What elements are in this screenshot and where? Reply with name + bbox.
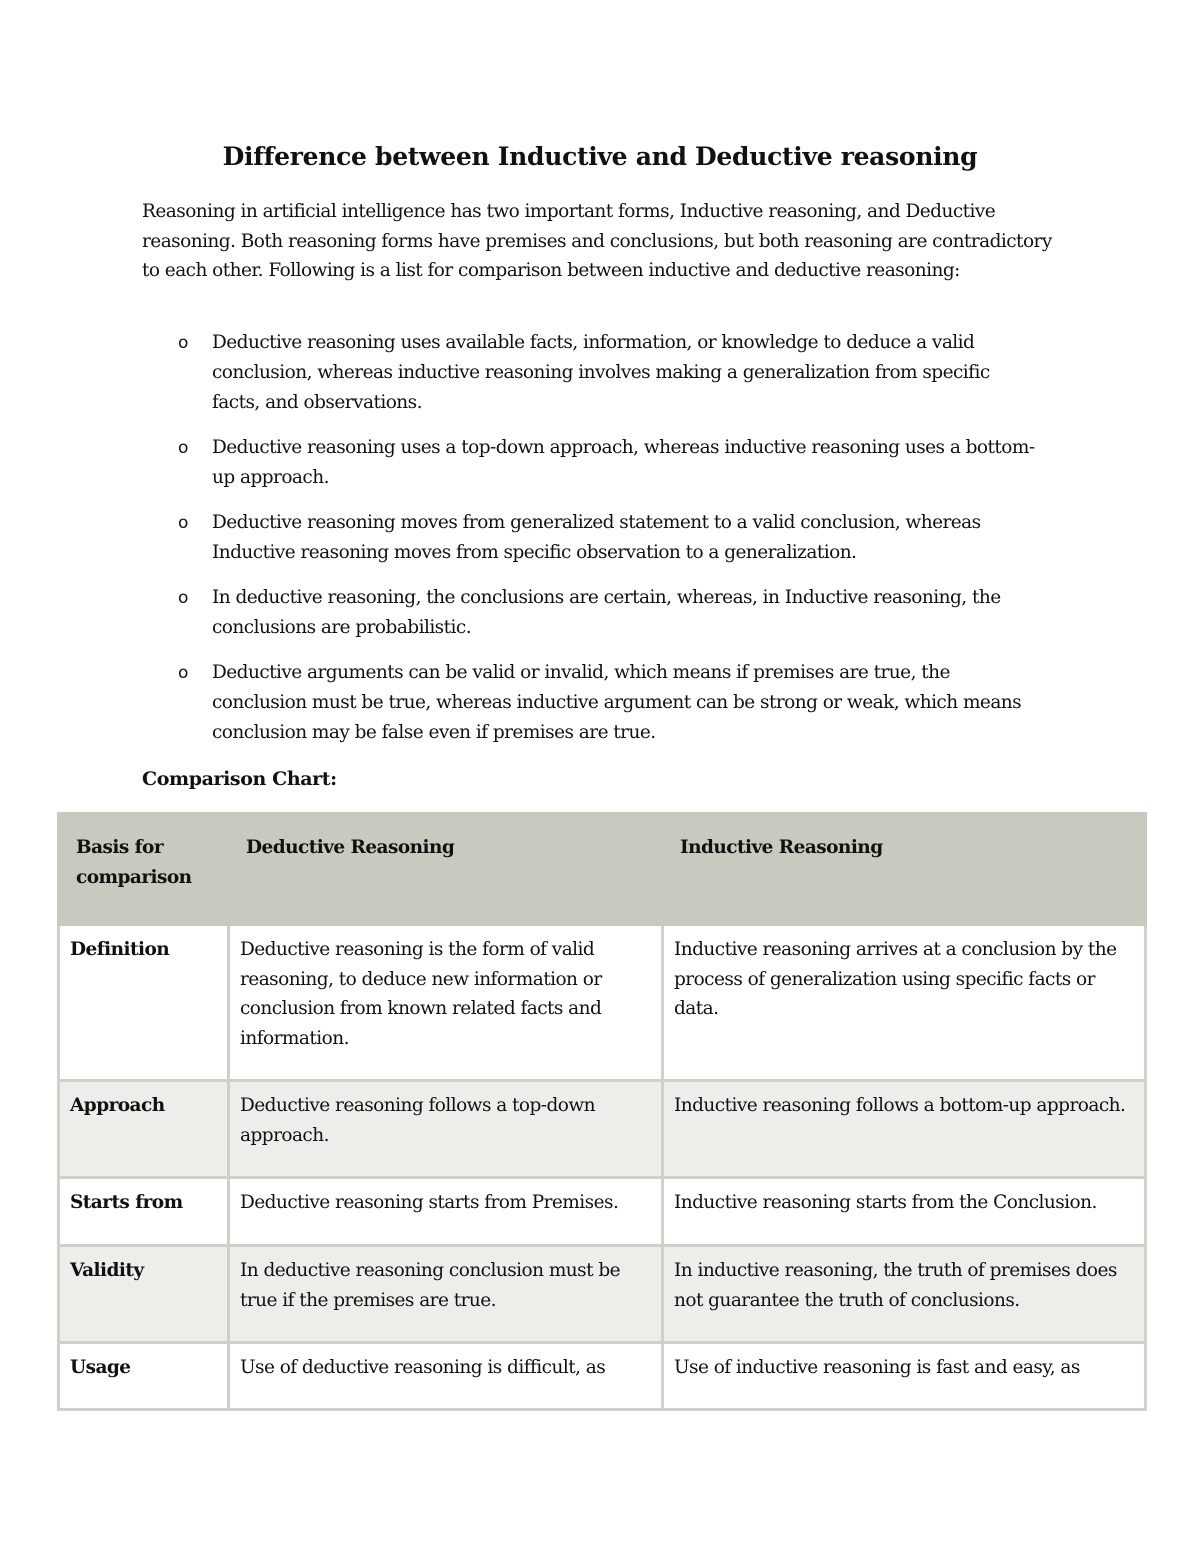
comparison-bullet-list <box>142 328 1062 763</box>
comparison-table <box>57 812 1147 1411</box>
list-item <box>142 433 1062 493</box>
row-inductive: Inductive reasoning arrives at a conclusion by the process of generalization using specific facts or data. <box>663 925 1146 1081</box>
row-inductive: Inductive reasoning follows a bottom-up approach. <box>663 1081 1146 1178</box>
row-inductive: Use of inductive reasoning is fast and easy, as <box>663 1343 1146 1410</box>
page-title: Difference between Inductive and Deductive reasoning <box>222 142 978 171</box>
row-inductive: Inductive reasoning starts from the Conclusion. <box>663 1178 1146 1246</box>
list-item <box>142 328 1062 418</box>
row-basis: Usage <box>59 1343 229 1410</box>
bullet-marker: o <box>178 588 188 608</box>
list-item <box>142 508 1062 568</box>
bullet-marker: o <box>178 333 188 353</box>
table-row <box>59 925 1146 1081</box>
list-item <box>142 583 1062 643</box>
row-deductive: Deductive reasoning is the form of valid reasoning, to deduce new information or conclusion from known related facts and information. <box>229 925 663 1081</box>
table-row <box>59 1178 1146 1246</box>
header-deductive: Deductive Reasoning <box>229 814 663 925</box>
table-row <box>59 1246 1146 1343</box>
row-deductive: In deductive reasoning conclusion must be true if the premises are true. <box>229 1246 663 1343</box>
header-basis: Basis for comparison <box>59 814 229 925</box>
row-deductive: Deductive reasoning follows a top-down approach. <box>229 1081 663 1178</box>
row-deductive: Deductive reasoning starts from Premises. <box>229 1178 663 1246</box>
row-basis: Validity <box>59 1246 229 1343</box>
row-basis: Definition <box>59 925 229 1081</box>
row-inductive: In inductive reasoning, the truth of premises does not guarantee the truth of conclusions. <box>663 1246 1146 1343</box>
table-row <box>59 1343 1146 1410</box>
bullet-marker: o <box>178 663 188 683</box>
bullet-marker: o <box>178 438 188 458</box>
comparison-chart-heading: Comparison Chart: <box>142 768 337 790</box>
row-deductive: Use of deductive reasoning is difficult, as <box>229 1343 663 1410</box>
row-basis: Approach <box>59 1081 229 1178</box>
list-item-text: Deductive reasoning uses available facts, information, or knowledge to deduce a valid conclusion, whereas inductive reasoning involves making a generalization from specific facts, and observations. <box>212 332 990 413</box>
intro-paragraph: Reasoning in artificial intelligence has two important forms, Inductive reasoning, and Deductive reasoning. Both reasoning forms have premises and conclusions, but both reasoning are contradictory to each other. Following is a list for comparison between inductive and deductive reasoning: <box>142 201 1052 281</box>
header-inductive: Inductive Reasoning <box>663 814 1146 925</box>
list-item <box>142 658 1062 748</box>
bullet-marker: o <box>178 513 188 533</box>
list-item-text: Deductive reasoning moves from generalized statement to a valid conclusion, whereas Inductive reasoning moves from specific observation to a generalization. <box>212 512 981 563</box>
list-item-text: Deductive arguments can be valid or invalid, which means if premises are true, the conclusion must be true, whereas inductive argument can be strong or weak, which means conclusion may be false even if premises are true. <box>212 662 1022 743</box>
table-row <box>59 1081 1146 1178</box>
table-header-row <box>59 814 1146 925</box>
list-item-text: Deductive reasoning uses a top-down approach, whereas inductive reasoning uses a bottom-up approach. <box>212 437 1035 488</box>
list-item-text: In deductive reasoning, the conclusions are certain, whereas, in Inductive reasoning, the conclusions are probabilistic. <box>212 587 1001 638</box>
row-basis: Starts from <box>59 1178 229 1246</box>
